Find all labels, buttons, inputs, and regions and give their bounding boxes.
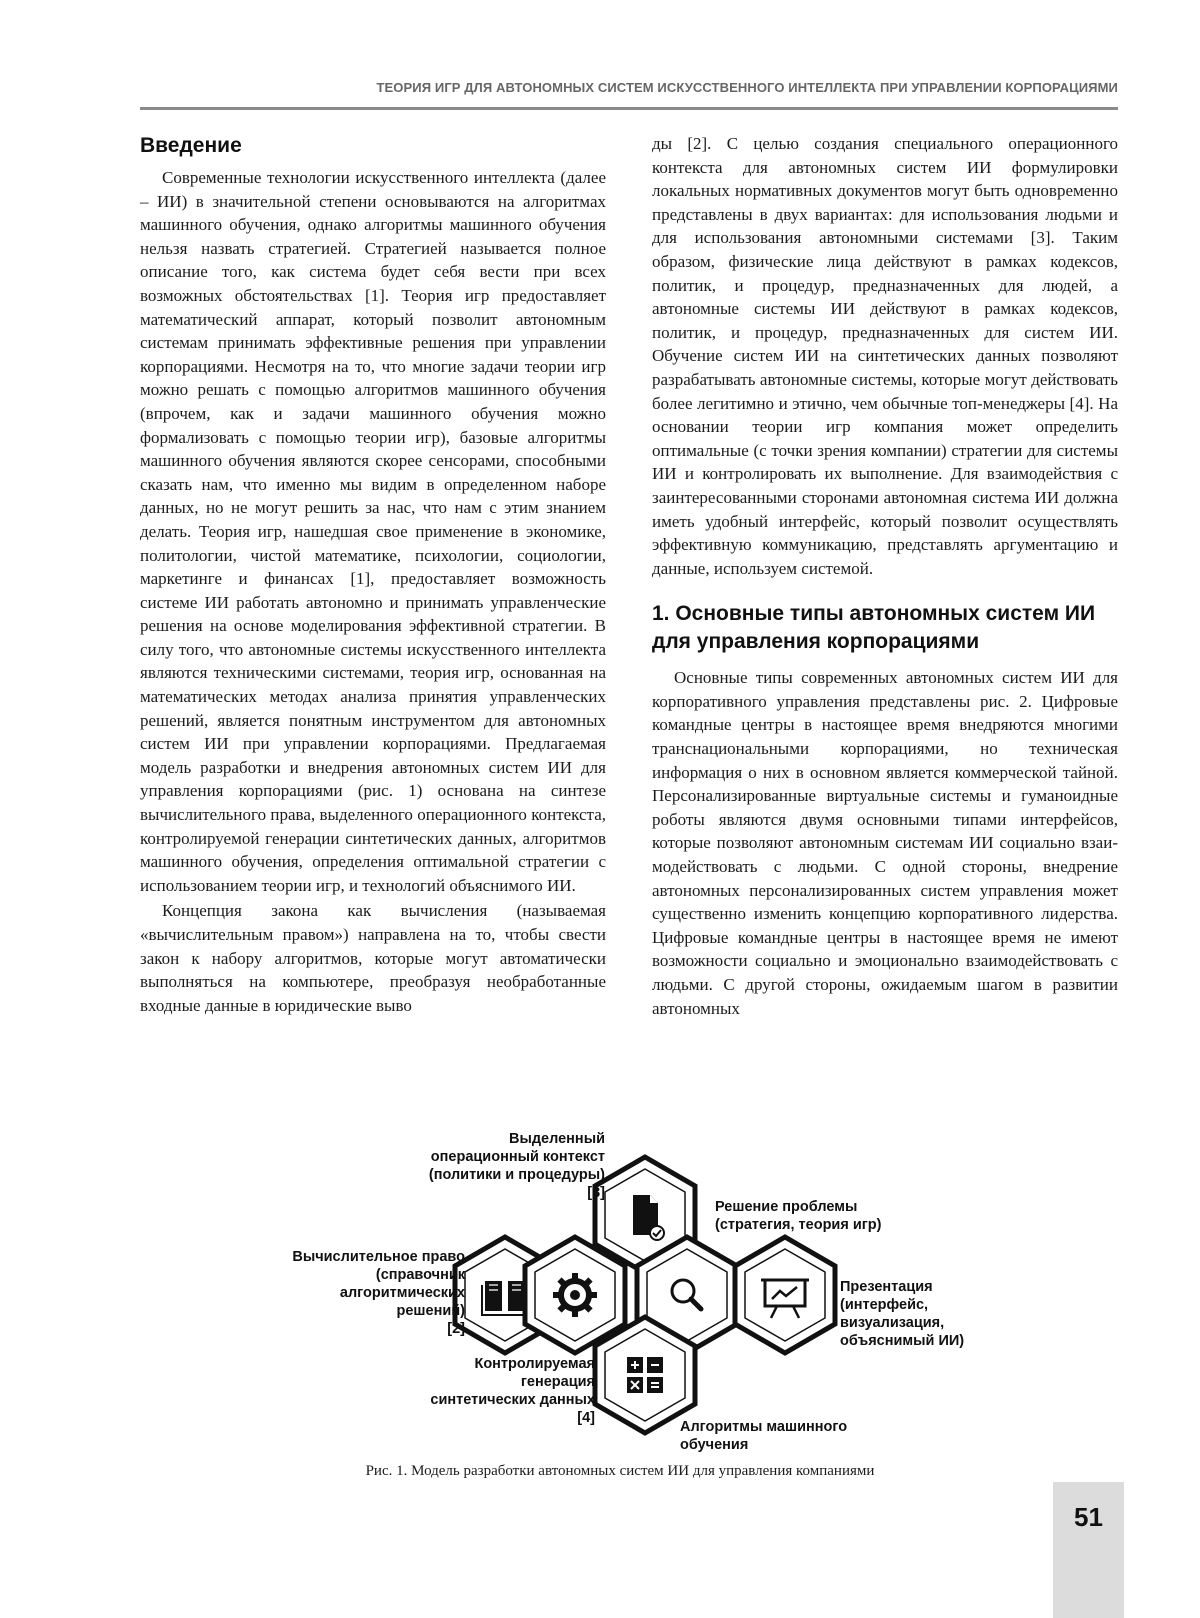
label-presentation: Презентация (интерфейс, визуализация, объяснимый ИИ)	[840, 1279, 965, 1349]
right-column	[652, 132, 1118, 1020]
label-synthetic-data: Контролируемая генерация синтетических данных [4]	[430, 1356, 595, 1426]
intro-paragraph-2: Концепция закона как вычисления (называемая «вычислительным правом») направлена на то, чтобы свести закон к набору алгоритмов, которые могут автоматически выполняться на компьютере, преобразуя необработанные входные данные в юридические выво	[140, 901, 606, 1015]
label-problem-solving: Решение проблемы (стратегия, теория игр)	[715, 1199, 882, 1233]
label-operational-context: Выделенный операционный контекст (политики и процедуры) [3]	[428, 1131, 605, 1201]
label-computational-law: Вычислительное право (справочник алгоритмических решений) [2]	[292, 1249, 465, 1337]
header-rule	[140, 107, 1118, 110]
intro-heading: Введение	[140, 134, 242, 157]
gear-icon	[553, 1273, 597, 1317]
section-1-paragraph: Основные типы современных автономных систем ИИ для корпоративного управления представлены рис. 2. Цифровые командные центры в настоящее время внедряются многими транснациональными корпорациями, но техническая информация о них в основном является коммерческой тайной. Персонализированные виртуальные системы и гуманоидные роботы являются двумя основными типами интерфейсов, которые позволяют автономным системам ИИ социально взаимодействовать с людьми. С одной стороны, внедрение автономных персонализированных систем управления может существенно изменить концепцию корпоративного лидерства. Цифровые командные центры в настоящее время не имеют возможности социально и эмоционально взаимодействовать с людьми. С другой стороны, ожидаемым шагом в развитии автономных	[652, 668, 1118, 1018]
label-ml-algorithms: Алгоритмы машинного обучения	[680, 1419, 848, 1453]
figure-caption: Рис. 1. Модель разработки автономных систем ИИ для управления компаниями	[365, 1463, 875, 1479]
section-1-heading: 1. Основные типы автономных систем ИИ для управления корпорациями	[652, 602, 1096, 654]
hex-presentation	[735, 1237, 835, 1353]
page-number: 51	[1074, 1502, 1103, 1532]
running-head: ТЕОРИЯ ИГР ДЛЯ АВТОНОМНЫХ СИСТЕМ ИСКУССТВЕННОГО ИНТЕЛЛЕКТА ПРИ УПРАВЛЕНИИ КОРПОРАЦИЯМИ	[376, 80, 1118, 95]
left-column	[140, 132, 606, 1017]
intro-paragraph-1: Современные технологии искусственного интеллекта (далее – ИИ) в значительной степени основываются на алгоритмах машинного обучения, однако алгоритмы машинного обучения нельзя назвать стратегией. Стратегией называется полное описание того, как система будет себя вести при всех возможных обстоятельствах [1]. Теория игр предоставляет математический аппарат, который позволит автономным системам принимать эффективные решения при управлении корпорациями. Несмотря на то, что многие задачи теории игр можно решать с помощью алгоритмов машинного обучения (впрочем, как и задачи машинного обучения можно формализовать с помощью теории игр), базовые алгоритмы машинного обучения являются скорее сенсорами, способными сказать нам, что именно мы видим в определенном наборе данных, но не могут решить за нас, что нам с этим знанием делать. Теория игр, нашедшая свое применение в экономике, политологии, чистой математике, психологии, социологии, маркетинге и финансах [1], предоставляет возможность системе ИИ работать автономно и принимать управленческие решения на основе моделирования эффективной стратегии. В силу того, что автономные системы искусственного интеллекта являются техническими системами, теория игр, основанная на математических методах анализа принятия управленческих решений, является понятным инструментом для автономных систем ИИ при управлении корпорациями. Предлагаемая модель разработки и внедрения автономных систем ИИ для управления корпорациями (рис. 1) основана на синтезе вычислительного права, выделенного операционного контекста, контролируемой генерации синтетических данных, алгоритмов машинного обучения, определения оптимальной стратегии с использованием теории игр, и технологий объяснимого ИИ.	[140, 168, 606, 895]
intro-paragraph-continued: ды [2]. С целью создания специального операционного контекста для автономных систем ИИ формулировки локальных нормативных документов могут быть одновременно представлены в двух вариантах: для использования людьми и для использования автономными системами [3]. Таким образом, физические лица действуют в рамках кодексов, политик, и процедур, предназначенных для людей, а автономные системы ИИ действуют в рамках кодексов, политик, и процедур, предназначенных для систем ИИ. Обучение систем ИИ на синтетических данных позволяют разрабатывать автономные системы, которые могут действовать более легитимно и этично, чем обычные топ-менеджеры [4]. На основании теории игр компания может определить оптимальные (с точки зрения компании) стратегии для системы ИИ и контролировать их выполнение. Для взаимодействия с заинтересованными сторонами автономная система ИИ должна иметь удобный интерфейс, который позволит осуществлять эффективную коммуникацию, представлять аргументацию и данные, используем системой.	[652, 134, 1118, 578]
page-number-box	[1053, 1482, 1124, 1618]
figure-1	[0, 1130, 1200, 1453]
